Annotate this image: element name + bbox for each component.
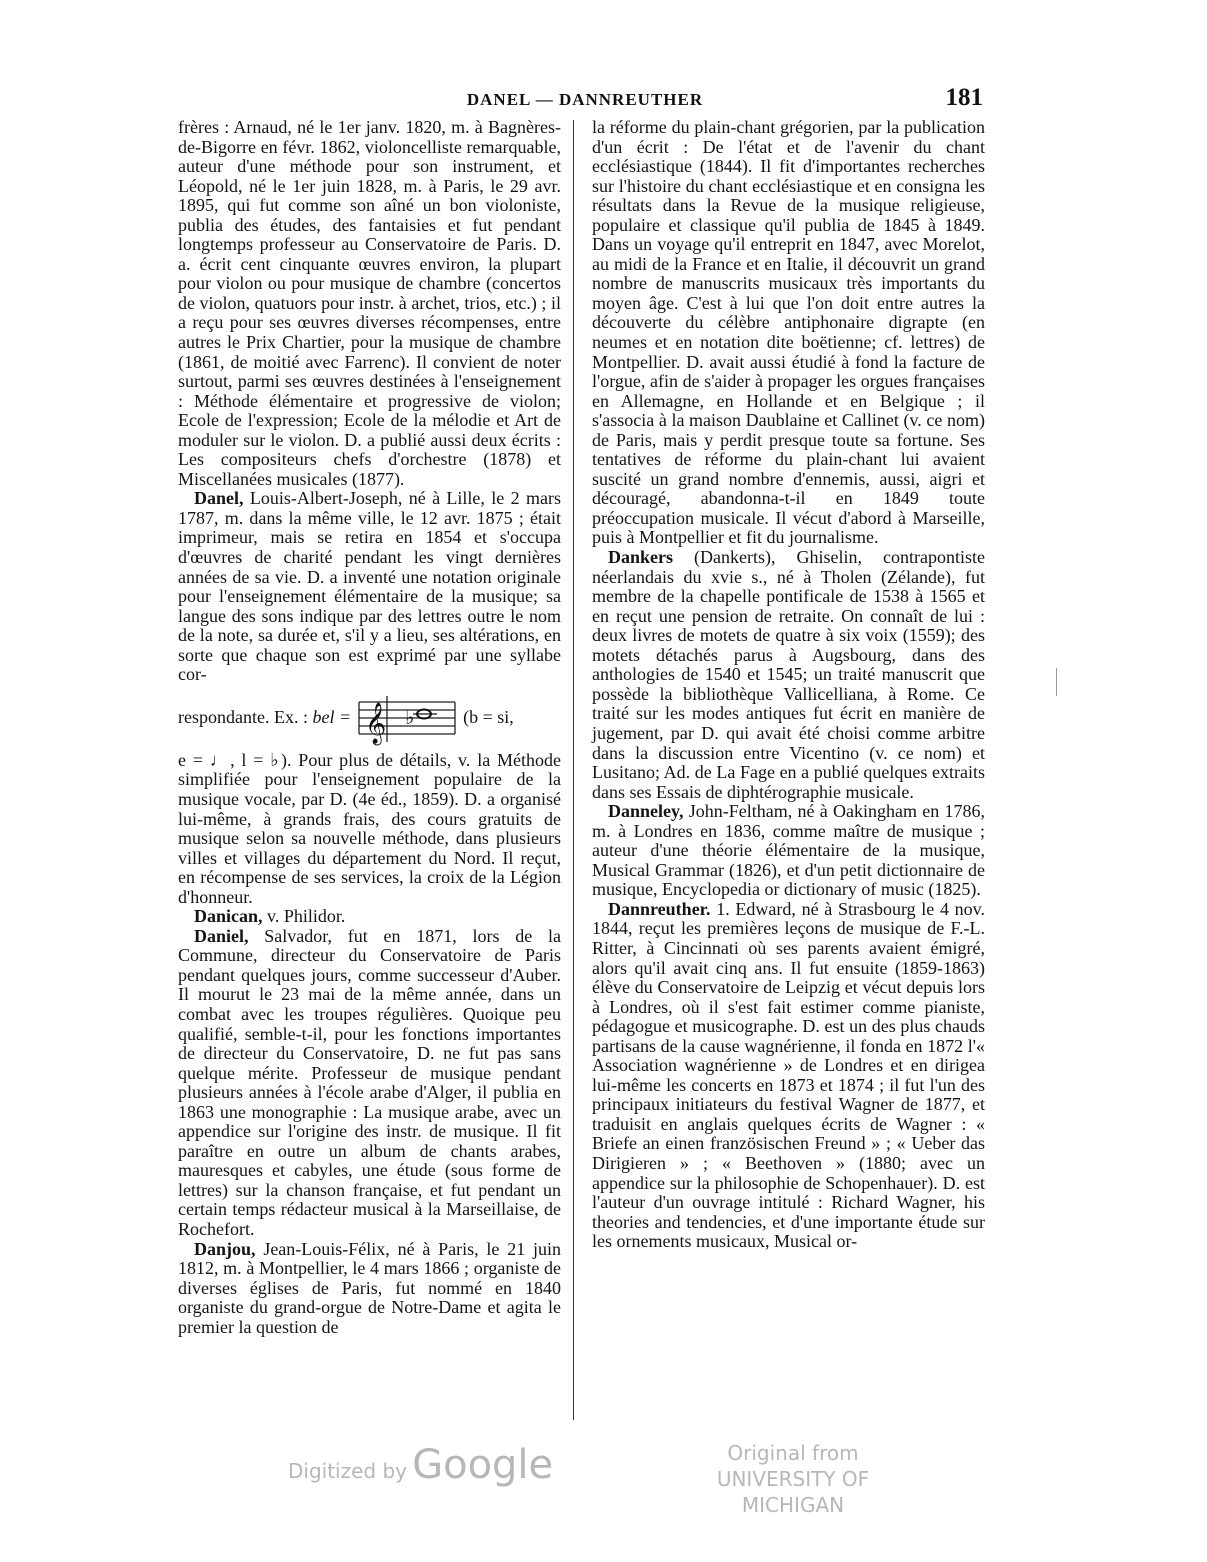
entry-dannreuther-body: 1. Edward, né à Strasbourg le 4 nov. 1844, reçut les premières leçons de musique de F.-L. Ritter, à Cincinnati où ses parents avaient émigré, alors qu'il avait cinq ans. Il fut ensuite (1859-1863) élève du Conservatoire de Leipzig et vécut depuis lors à Londres, où il s'est fait estimer comme pianiste, pédagogue et musicographe. D. est un des plus chauds partisans de la cause wagnérienne, il fonda en 1872 l'« Association wagnérienne » de Londres et en dirigea lui-même les concerts en 1873 et 1874 ; il fut l'un des principaux initiateurs du festival Wagner de 1877, et traduisit en anglais quelques écrits de Wagner : « Briefe an einen französischen Freund » ; « Ueber das Dirigieren » ; « Beethoven » (1880; avec un appendice sur la philosophie de Schopenhauer). D. est l'auteur d'un ouvrage intitulé : Richard Wagner, his theories and tendencies, et d'une importante étude sur les ornements musicaux, Musical or- [592, 898, 986, 1252]
entry-dannreuther [592, 900, 985, 1252]
university-label: UNIVERSITY OF MICHIGAN [716, 1467, 870, 1517]
headword-dannreuther: Dannreuther. [608, 898, 711, 919]
scan-mark [1056, 668, 1057, 696]
entry-dankers [592, 548, 985, 802]
headword-danel: Danel, [194, 488, 244, 509]
entry-danican [178, 907, 561, 927]
google-logo: Google [412, 1442, 554, 1488]
right-column [592, 118, 985, 1252]
digitized-by-google-watermark [288, 1442, 553, 1488]
left-column [178, 118, 561, 1337]
entry-danel-body: Louis-Albert-Joseph, né à Lille, le 2 mars 1787, m. dans la même ville, le 12 avr. 1875 ; était imprimeur, mais se retira en 1854 et s'occupa d'œuvres de charité pendant les vingt dernières années de sa vie. D. a inventé une notation originale pour l'enseignement élémentaire de la musique; sa langue des sons indique par des lettres outre le nom de la note, sa durée et, s'il y a lieu, ses altérations, en sorte que chaque son est exprimé par une syllabe cor- [178, 488, 562, 685]
headword-dankers: Dankers [608, 547, 674, 568]
staff-icon [357, 690, 457, 746]
entry-danjou [178, 1240, 561, 1338]
entry-daniel-body: Salvador, fut en 1871, lors de la Commune, directeur du Conservatoire de Paris pendant quelques jours, comme successeur d'Auber. Il mourut le 23 mai de la même année, dans un combat avec les troupes régulières. Quoique peu qualifié, semble-t-il, pour les fonctions importantes de directeur du Conservatoire, D. ne fut pas sans quelque mérite. Professeur de musique pendant plusieurs années à l'école arabe d'Alger, il publia en 1863 une monographie : La musique arabe, avec un appendice sur l'origine des instr. de musique. Il fit paraître en outre un album de chants arabes, mauresques et cabyles, une étude (sous forme de lettres) sur la chanson française, et fut pendant un certain temps rédacteur musical à la Marseillaise, de Rochefort. [178, 925, 561, 1239]
entry-danel [178, 489, 561, 684]
music-example-key: (b = si, [463, 707, 514, 728]
entry-danel-continued: e = ♩, l = ♭). Pour plus de détails, v. la Méthode simplifiée pour l'enseignement populaire de la musique vocale, par D. (4e éd., 1859). D. a organisé lui-même, à grands frais, des cours gratuits de musique selon sa nouvelle méthode, dans plusieurs villes et villages du département du Nord. Il reçut, en récompense de ses services, la croix de la Légion d'honneur. [178, 749, 561, 907]
entry-danjou-continued: la réforme du plain-chant grégorien, par la publication d'un écrit : De l'état et de l'avenir du chant ecclésiastique (1844). Il fit d'importantes recherches sur l'histoire du chant ecclésiastique et en consigna les résultats dans la Revue de la musique religieuse, populaire et classique qu'il publia de 1845 à 1849. Dans un voyage qu'il entreprit en 1847, avec Morelot, au midi de la France et en Italie, il découvrit un grand nombre de manuscrits musicaux très importants du moyen âge. C'est à lui que l'on doit entre autres la découverte du célèbre antiphonaire digrapte (en neumes et en notation dite boëtienne; cf. lettres) de Montpellier. D. avait aussi étudié à fond la facture de l'orgue, afin de s'aider à propager les orgues françaises en Allemagne, en Hollande et en Belgique ; il s'associa à la maison Daublaine et Callinet (v. ce nom) de Paris, mais y perdit presque toute sa fortune. Ses tentatives de réforme du plain-chant lui avaient suscité un grand nombre d'ennemis, aussi, aigri et découragé, abandonna-t-il en 1849 toute préoccupation musicale. Il vécut d'abord à Marseille, puis à Montpellier et fit du journalisme. [592, 117, 985, 548]
svg-text:𝄞: 𝄞 [365, 702, 387, 744]
page-number: 181 [945, 84, 983, 111]
running-header [0, 84, 1207, 118]
original-from-watermark [668, 1440, 918, 1518]
headword-danneley: Danneley, [608, 801, 684, 822]
music-example-bel: bel = [312, 707, 352, 728]
column-divider [573, 120, 574, 1420]
entry-danjou-body: Jean-Louis-Félix, né à Paris, le 21 juin 1812, m. à Montpellier, le 4 mars 1866 ; organiste de diverses églises de Paris, fut nommé en 1840 organiste du grand-orgue de Notre-Dame et agita le premier la question de [178, 1238, 561, 1337]
headword-danjou: Danjou, [194, 1238, 256, 1259]
original-from-label: Original from [727, 1441, 859, 1465]
digitized-label: Digitized by [288, 1459, 407, 1483]
paragraph-freres: frères : Arnaud, né le 1er janv. 1820, m. à Bagnères-de-Bigorre en févr. 1862, violoncelliste remarquable, auteur d'une méthode pour son instrument, et Léopold, né le 1er juin 1828, m. à Paris, le 29 avr. 1895, qui fut comme son aîné un bon violoniste, publia des études, des fantaisies et fut pendant longtemps professeur au Conservatoire de Paris. D. a. écrit cent cinquante œuvres environ, la plupart pour violon ou pour musique de chambre (concertos de violon, quatuors pour instr. à archet, trios, etc.) ; il a reçu pour ses œuvres diverses récompenses, entre autres le Prix Chartier, pour la musique de chambre (1861, de moitié avec Farrenc). Il convient de noter surtout, parmi ses œuvres destinées à l'enseignement : Méthode élémentaire et progressive de violon; Ecole de l'expression; Ecole de la mélodie et Art de moduler sur le violon. D. a publié aussi deux écrits : Les compositeurs chefs d'orchestre (1878) et Miscellanées musicales (1877). [178, 117, 561, 489]
music-example-label: respondante. Ex. : [178, 707, 308, 728]
headword-daniel: Daniel, [194, 925, 249, 946]
svg-text:♭: ♭ [405, 704, 415, 729]
entry-danican-body: v. Philidor. [267, 906, 346, 927]
running-title: DANEL — DANNREUTHER [466, 90, 704, 109]
music-example [178, 687, 561, 749]
entry-dankers-body: (Dankerts), Ghiselin, contrapontiste néerlandais du xvie s., né à Tholen (Zélande), fut membre de la chapelle pontificale de 1538 à 1565 et en reçut une pension de retraite. On connaît de lui : deux livres de motets de quatre à six voix (1559); des motets détachés parus à Augsbourg, dans des anthologies de 1540 et 1545; un traité manuscrit que possède la bibliothèque Vallicelliana, à Rome. Ce traité sur les modes antiques fut écrit en manière de jugement, par D. qui avait été choisi comme arbitre dans la discussion entre Vicentino (v. ce nom) et Lusitano; Ad. de La Fage en a publié quelques extraits dans ses Essais de diphtérographie musicale. [592, 547, 985, 802]
entry-daniel [178, 927, 561, 1240]
headword-danican: Danican, [194, 906, 263, 927]
entry-danneley [592, 802, 985, 900]
entry-danneley-body: John-Feltham, né à Oakingham en 1786, m. à Londres en 1836, comme maître de musique ; auteur d'une théorie élémentaire de la musique, Musical Grammar (1826), et d'un petit dictionnaire de musique, Encyclopedia or dictionary of music (1825). [592, 801, 985, 900]
